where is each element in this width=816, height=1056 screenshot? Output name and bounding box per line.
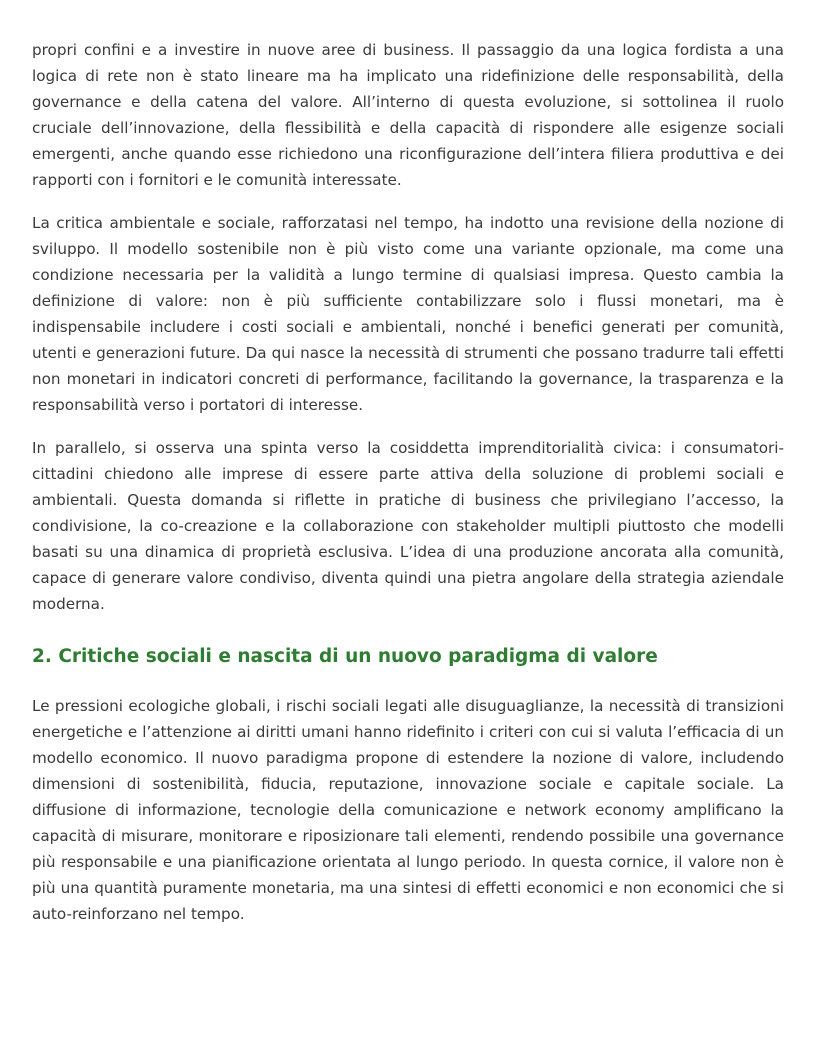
body-paragraph: Le pressioni ecologiche globali, i rischi sociali legati alle disuguaglianze, la necessità di transizioni energetiche e l’attenzione ai diritti umani hanno ridefinito i criteri con cui si valuta l’efficacia di un modello economico. Il nuovo paradigma propone di estendere la nozione di valore, includendo dimensioni di sostenibilità, fiducia, reputazione, innovazione sociale e capitale sociale. La diffusione di informazione, tecnologie della comunicazione e network economy amplificano la capacità di misurare, monitorare e riposizionare tali elementi, rendendo possibile una governance più responsabile e una pianificazione orientata al lungo periodo. In questa cornice, il valore non è più una quantità puramente monetaria, ma una sintesi di effetti economici e non economici che si auto-reinforzano nel tempo. [32, 697, 784, 923]
body-paragraph: In parallelo, si osserva una spinta verso la cosiddetta imprenditorialità civica: i consumatori- cittadini chiedono alle imprese di essere parte attiva della soluzione di problemi sociali e ambientali. Questa domanda si riflette in pratiche di business che privilegiano l’accesso, la condivisione, la co-creazione e la collaborazione con stakeholder multipli piuttosto che modelli basati su una dinamica di proprietà esclusiva. L’idea di una produzione ancorata alla comunità, capace di generare valore condiviso, diventa quindi una pietra angolare della strategia aziendale moderna. [32, 439, 784, 613]
body-paragraph: La critica ambientale e sociale, rafforzatasi nel tempo, ha indotto una revisione della nozione di sviluppo. Il modello sostenibile non è più visto come una variante opzionale, ma come una condizione necessaria per la validità a lungo termine di qualsiasi impresa. Questo cambia la definizione di valore: non è più sufficiente contabilizzare solo i flussi monetari, ma è indispensabile includere i costi sociali e ambientali, nonché i benefici generati per comunità, utenti e generazioni future. Da qui nasce la necessità di strumenti che possano tradurre tali effetti non monetari in indicatori concreti di performance, facilitando la governance, la trasparenza e la responsabilità verso i portatori di interesse. [32, 214, 784, 414]
body-paragraph: propri confini e a investire in nuove aree di business. Il passaggio da una logica fordista a una logica di rete non è stato lineare ma ha implicato una ridefinizione delle responsabilità, della governance e della catena del valore. All’interno di questa evoluzione, si sottolinea il ruolo cruciale dell’innovazione, della flessibilità e della capacità di rispondere alle esigenze sociali emergenti, anche quando esse richiedono una riconfigurazione dell’intera filiera produttiva e dei rapporti con i fornitori e le comunità interessate. [32, 41, 784, 189]
section-heading: 2. Critiche sociali e nascita di un nuovo paradigma di valore [32, 646, 658, 667]
document-page [32, 37, 784, 944]
